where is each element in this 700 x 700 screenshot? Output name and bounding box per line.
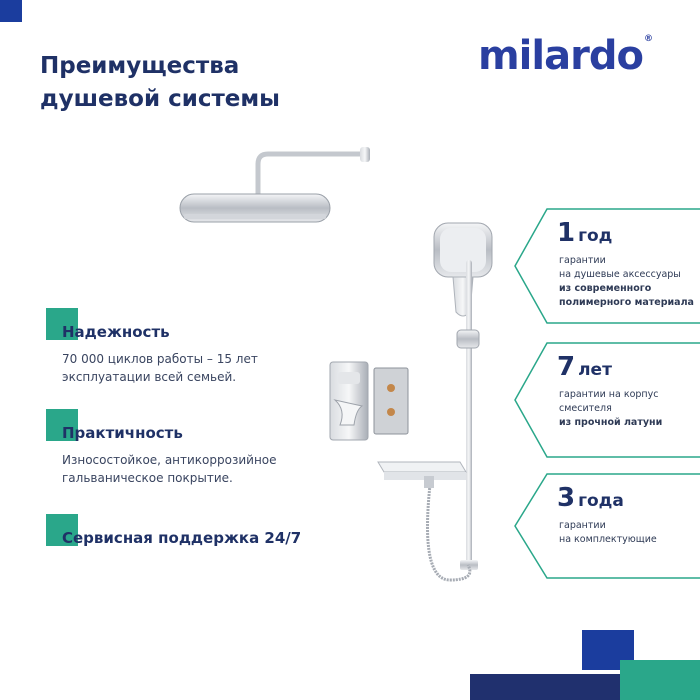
warranty-number: 1 xyxy=(557,218,576,248)
warranty-number: 3 xyxy=(557,483,576,513)
warranty-text-line: гарантии xyxy=(559,255,606,266)
warranty-description xyxy=(559,388,662,430)
warranty-text-line: гарантии на корпус xyxy=(559,389,659,400)
warranty-period xyxy=(557,218,612,248)
warranty-text-line: смесителя xyxy=(559,403,612,414)
warranty-text-line: из современного xyxy=(559,283,652,294)
rain-shower-head xyxy=(180,147,370,222)
corner-decoration xyxy=(0,0,22,22)
warranty-unit: года xyxy=(578,491,624,511)
brand-logo-text: milardo xyxy=(478,33,643,79)
brand-logo xyxy=(478,33,652,79)
warranty-period xyxy=(557,352,612,382)
decorative-color-blocks xyxy=(470,630,700,700)
warranty-unit: лет xyxy=(578,360,612,380)
feature-title: Надежность xyxy=(62,323,170,341)
warranty-badge-3-years xyxy=(513,473,700,589)
feature-description-line: гальваническое покрытие. xyxy=(62,471,233,485)
feature-description-line: эксплуатации всей семьей. xyxy=(62,370,237,384)
warranty-badge-1-year xyxy=(513,208,700,324)
warranty-period xyxy=(557,483,624,513)
warranty-text-line: гарантии xyxy=(559,520,606,531)
warranty-text-line: полимерного материала xyxy=(559,297,694,308)
warranty-description xyxy=(559,254,694,310)
warranty-text-line: из прочной латуни xyxy=(559,417,663,428)
shower-system-illustration xyxy=(170,140,530,600)
feature-description-line: 70 000 циклов работы – 15 лет xyxy=(62,352,258,366)
warranty-text-line: на комплектующие xyxy=(559,534,657,545)
mixer-panel xyxy=(330,362,408,440)
page-title-line-2: душевой системы xyxy=(40,86,280,112)
warranty-badge-7-years xyxy=(513,342,700,458)
warranty-number: 7 xyxy=(557,352,576,382)
registered-mark: ® xyxy=(643,33,652,44)
warranty-unit: год xyxy=(578,226,613,246)
page-title xyxy=(40,50,280,116)
hand-shower xyxy=(434,223,492,316)
warranty-description xyxy=(559,519,657,547)
warranty-text-line: на душевые аксессуары xyxy=(559,269,681,280)
page-title-line-1: Преимущества xyxy=(40,53,240,79)
feature-title: Практичность xyxy=(62,424,183,442)
bath-shelf xyxy=(378,462,466,488)
feature-description-line: Износостойкое, антикоррозийное xyxy=(62,453,277,467)
feature-title: Сервисная поддержка 24/7 xyxy=(62,529,302,547)
